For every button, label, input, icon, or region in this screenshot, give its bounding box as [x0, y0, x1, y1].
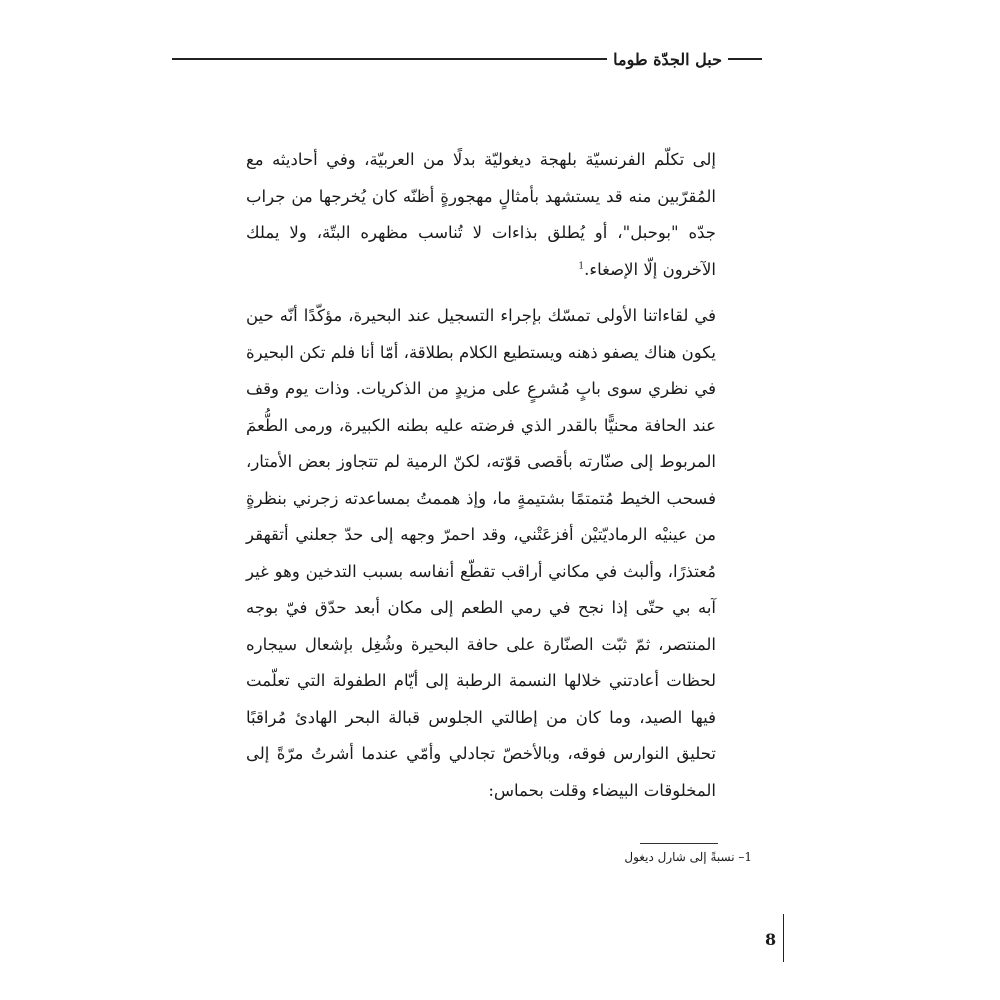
header-rule [172, 58, 607, 60]
header-dash [728, 58, 762, 60]
paragraph-2: في لقاءاتنا الأولى تمسّك بإجراء التسجيل عند البحيرة، مؤكّدًا أنّه حين يكون هناك يصفو ذهنه ويستطيع الكلام بطلاقة، أمّا أنا فلم تكن البحيرة في نظري سوى بابٍ مُشرعٍ على مزيدٍ من الذكريات. وذات يوم وقف عند الحافة محنيًّا بالقدر الذي فرضته عليه بطنه الكبيرة، ورمى الطُّعمَ المربوط إلى صنّارته بأقصى قوّته، لكنّ الرمية لم تتجاوز بعض الأمتار، فسحب الخيط مُتمتمًا بشتيمةٍ ما، وإذ هممتُ بمساعدته زجرني بنظرةٍ من عينيْه الرماديّتيْن أفزعَتْني، وقد احمرّ وجهه إلى حدّ جعلني أتقهقر مُعتذرًا، وألبث في مكاني أراقب تقطّع أنفاسه بسبب التدخين وهو غير آبه بي حتّى إذا نجح في رمي الطعم إلى مكان أبعد حدّق فيّ بوجه المنتصر، ثمّ ثبّت الصنّارة على حافة البحيرة وشُغِل بإشعال سيجاره لحظات أعادتني خلالها النسمة الرطبة إلى أيّام الطفولة التي تعلّمت فيها الصيد، وما كان من إطالتي الجلوس قبالة البحر الهادئ مُراقبًا تحليق النوارس فوقه، وبالأخصّ تجادلي وأمّي عندما أشرتُ مرّةً إلى المخلوقات البيضاء وقلت بحماس: [246, 306, 716, 800]
page-number: 8 [765, 930, 777, 949]
paragraph-1 [246, 142, 716, 288]
footnote-rule [640, 843, 718, 844]
page-number-rule [783, 914, 784, 962]
paragraph-1-text: إلى تكلّم الفرنسيّة بلهجة ديغوليّة بدلًا من العربيّة، وفي أحاديثه مع المُقرّبين منه قد يستشهد بأمثالٍ مهجورةٍ أظنّه كان يُخرجها من جراب جدّه "بوحبل"، أو يُطلق بذاءات لا تُناسب مظهره البتّة، ولا يملك الآخرون إلّا الإصغاء. [246, 150, 716, 279]
running-header [172, 46, 762, 72]
running-title: حبل الجدّة طوما [613, 49, 722, 69]
footnote: 1– نسبةً إلى شارل ديغول [624, 850, 752, 864]
footnote-marker: 1 [578, 261, 585, 271]
body-text [246, 142, 716, 809]
